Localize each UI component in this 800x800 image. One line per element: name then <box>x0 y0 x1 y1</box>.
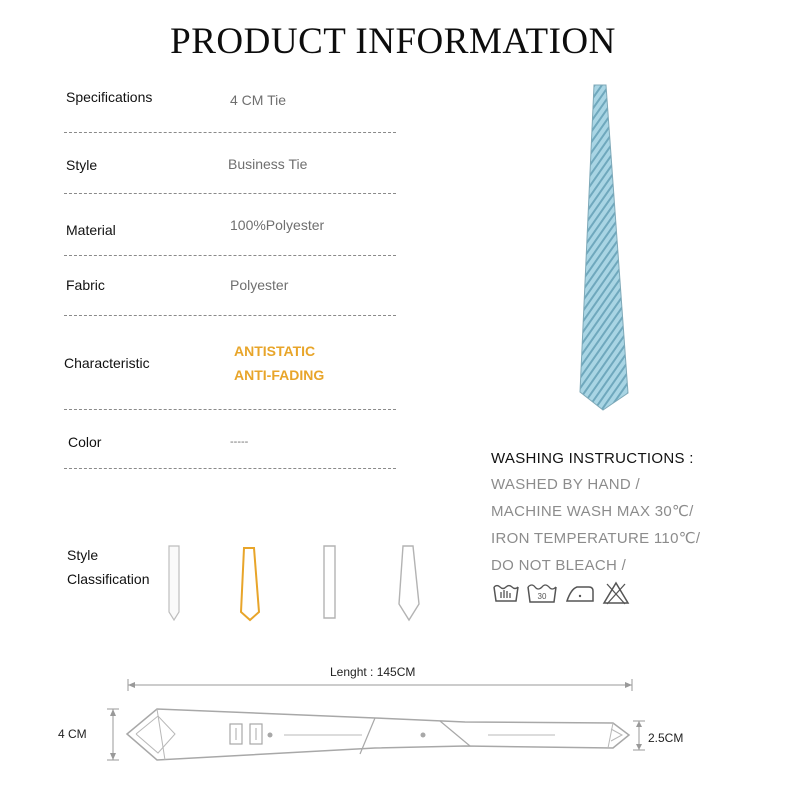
spec-label-color: Color <box>68 434 102 450</box>
washing-item-bleach: DO NOT BLEACH / <box>491 557 627 574</box>
washing-heading: WASHING INSTRUCTIONS : <box>491 450 694 467</box>
divider <box>64 468 396 469</box>
tie-style-flat-icon <box>324 546 335 618</box>
style-classification-line1: Style <box>67 547 99 563</box>
length-label: Lenght : 145CM <box>330 665 416 679</box>
washing-item-machine: MACHINE WASH MAX 30℃/ <box>491 503 694 520</box>
divider <box>64 193 396 194</box>
width-narrow-label: 2.5CM <box>648 731 684 745</box>
hand-wash-icon <box>493 582 519 604</box>
no-bleach-icon <box>603 581 629 605</box>
washing-item-iron: IRON TEMPERATURE 110℃/ <box>491 530 701 547</box>
style-classification-label <box>67 543 149 591</box>
machine-wash-30-icon <box>527 582 557 604</box>
tie-dimension-diagram <box>0 660 800 800</box>
washing-item-hand: WASHED BY HAND / <box>491 476 640 493</box>
divider <box>64 255 396 256</box>
spec-label-characteristic: Characteristic <box>64 355 150 371</box>
spec-value-style: Business Tie <box>228 156 308 172</box>
tie-style-slim-icon <box>169 546 179 620</box>
washing-instructions <box>491 450 700 584</box>
tie-style-thumbnails <box>160 540 440 630</box>
spec-label-style: Style <box>66 157 98 173</box>
page-title: PRODUCT INFORMATION <box>170 21 616 62</box>
tie-product-image <box>575 80 635 410</box>
divider <box>64 315 396 316</box>
spec-value-color: ----- <box>230 436 249 448</box>
spec-value-anti-fading: ANTI-FADING <box>234 367 325 383</box>
machine-wash-30-label: 30 <box>537 592 547 601</box>
style-classification-line2: Classification <box>67 571 150 587</box>
width-wide-label: 4 CM <box>58 727 87 741</box>
tie-style-skinny-icon <box>241 548 259 620</box>
spec-label-material: Material <box>66 222 116 238</box>
iron-icon <box>565 584 595 604</box>
divider <box>64 132 396 133</box>
spec-value-specifications: 4 CM Tie <box>230 92 287 108</box>
spec-label-specifications: Specifications <box>66 89 153 105</box>
divider <box>64 409 396 410</box>
tie-style-wide-icon <box>399 546 419 620</box>
spec-value-antistatic: ANTISTATIC <box>234 343 316 359</box>
spec-value-material: 100%Polyester <box>230 217 325 233</box>
spec-label-fabric: Fabric <box>66 277 105 293</box>
spec-value-fabric: Polyester <box>230 277 289 293</box>
